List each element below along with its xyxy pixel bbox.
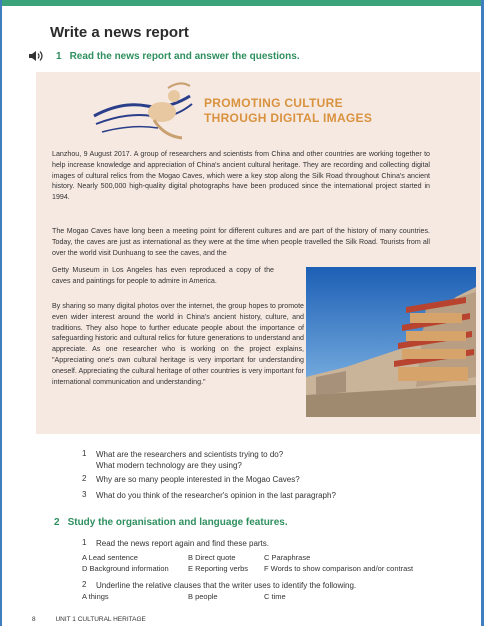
top-accent-bar: [0, 0, 484, 6]
question-2-text: Why are so many people interested in the Mogao Caves?: [96, 475, 300, 484]
section-1-number: 1: [56, 50, 62, 62]
article-paragraph-2: The Mogao Caves have long been a meeting point for different cultures and are part of the history of many countries. Today, the caves are just as international as they were at the time when people travelled the Silk Road. Tourists from all over the world visit Dunhuang to see the caves, and the: [52, 227, 430, 257]
option-a-things: A things: [82, 592, 109, 601]
question-1-text: [96, 449, 283, 471]
question-3-number: 3: [82, 490, 87, 499]
option-d-background: D Background information: [82, 564, 169, 573]
article-paragraph-2-continued: Getty Museum in Los Angeles has even reproduced a copy of the caves and paintings for people to admire in America.: [52, 266, 274, 285]
section-1-heading: [28, 50, 300, 62]
mogao-caves-photo: [306, 267, 476, 417]
headline-line-1: PROMOTING CULTURE: [204, 96, 343, 110]
option-b-direct-quote: B Direct quote: [188, 553, 236, 562]
page-footer: [32, 616, 164, 623]
article-paragraph-3: By sharing so many digital photos over the internet, the group hopes to promote even wider interest around the world in China's ancient history, culture, and traditions. They also hope to further educate people about the importance of safeguarding historic and cultural relics for future generations to understand and appreciate. As one researcher who is working on the project explains, "Appreciating one's own cultural heritage is very important for understanding oneself. Appreciating the cultural heritage of other countries is very important for international communication and understanding.": [52, 302, 304, 386]
unit-label: UNIT 1 CULTURAL HERITAGE: [55, 616, 146, 623]
section-1-instruction: Read the news report and answer the questions.: [69, 50, 300, 62]
section-2-instruction: Study the organisation and language features.: [67, 517, 288, 528]
flying-apsara-logo: [92, 76, 196, 144]
task-1-text: Read the news report again and find these parts.: [96, 539, 269, 548]
task-1-number: 1: [82, 538, 87, 547]
headline-line-2: THROUGH DIGITAL IMAGES: [204, 111, 373, 125]
page-number: 8: [32, 616, 36, 623]
option-f-comparison-words: F Words to show comparison and/or contrast: [264, 564, 414, 573]
option-c-time: C time: [264, 592, 286, 601]
article-paragraph-1: Lanzhou, 9 August 2017. A group of researchers and scientists from China and other countries are working together to help increase knowledge and appreciation of China's ancient cultural heritage. They are recording and collecting digital images of cultural relics from the Mogao Caves, which were a key stop along the Silk Road throughout China's ancient history. Nearly 500,000 high-quality digital photographs have been produced since the international project started in 1994.: [52, 150, 430, 202]
task-2-text: Underline the relative clauses that the writer uses to identify the following.: [96, 581, 357, 590]
question-3-text: What do you think of the researcher's opinion in the last paragraph?: [96, 491, 336, 500]
section-2-number: 2: [54, 517, 60, 528]
question-1-line-1: What are the researchers and scientists trying to do?: [96, 450, 284, 459]
option-e-reporting-verbs: E Reporting verbs: [188, 564, 249, 573]
question-1-line-2: What modern technology are they using?: [96, 461, 242, 470]
question-1-number: 1: [82, 449, 87, 458]
option-b-people: B people: [188, 592, 218, 601]
question-2-number: 2: [82, 474, 87, 483]
page-title: Write a news report: [50, 24, 189, 41]
section-2-heading: [54, 517, 288, 528]
option-a-lead-sentence: A Lead sentence: [82, 553, 138, 562]
article-headline: [204, 96, 372, 126]
option-c-paraphrase: C Paraphrase: [264, 553, 311, 562]
speaker-icon[interactable]: [28, 50, 46, 62]
left-border: [0, 0, 2, 626]
task-2-number: 2: [82, 580, 87, 589]
